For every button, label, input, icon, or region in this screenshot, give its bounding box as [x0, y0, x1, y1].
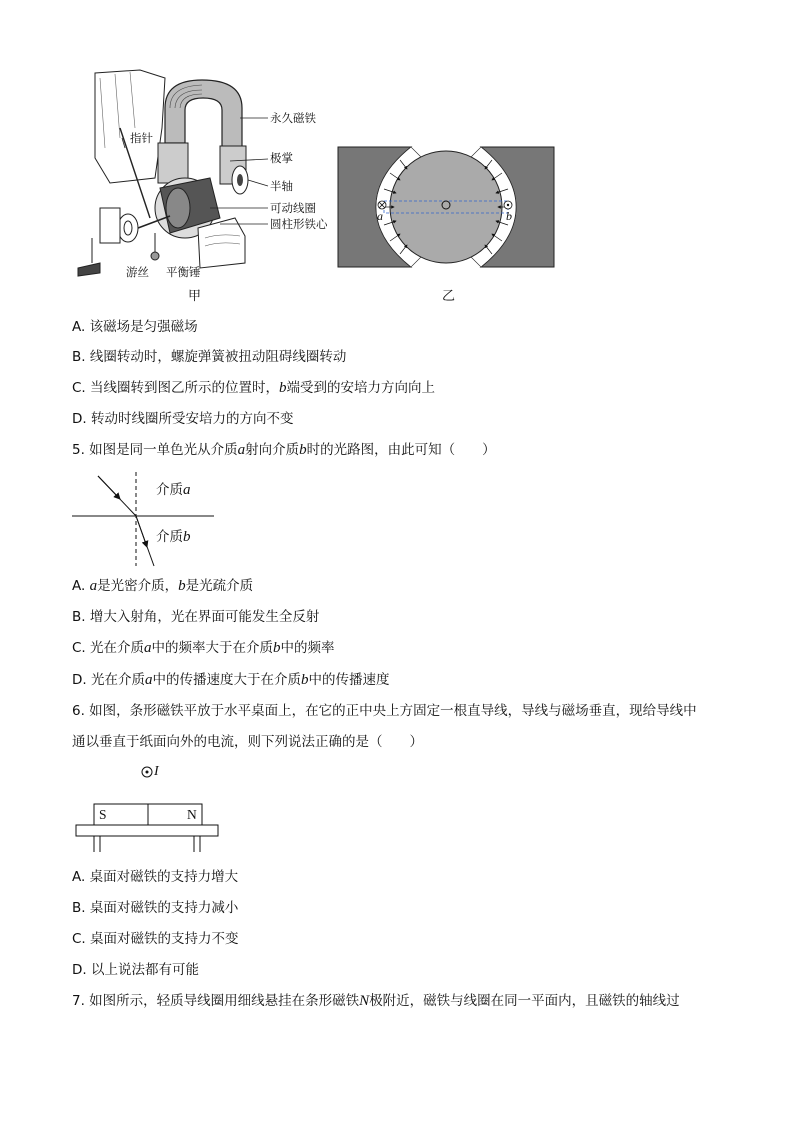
label-pointer: 指针 — [130, 131, 153, 145]
q4-option-a[interactable]: A. 该磁场是匀强磁场 — [72, 319, 198, 335]
label-pole-shoe: 极掌 — [270, 151, 293, 165]
q4-option-d[interactable]: D. 转动时线圈所受安培力的方向不变 — [72, 411, 294, 427]
q6-stem-line2: 通以垂直于纸面向外的电流，则下列说法正确的是（ ） — [72, 734, 423, 750]
label-hairspring: 游丝 — [126, 265, 149, 279]
point-b-label: b — [506, 209, 512, 223]
pole-s-label: S — [99, 807, 107, 822]
q7-stem: 7. 如图所示，轻质导线圈用细线悬挂在条形磁铁N极附近，磁铁与线圈在同一平面内，且磁铁的轴线过 — [72, 993, 680, 1009]
galvanometer-figure — [70, 68, 332, 280]
pole-n-label: N — [187, 807, 197, 822]
medium-b-label: 介质b — [156, 529, 191, 545]
label-movable-coil: 可动线圈 — [270, 201, 316, 215]
label-iron-core: 圆柱形铁心 — [270, 217, 328, 231]
q5-option-c[interactable]: C. 光在介质a中的频率大于在介质b中的频率 — [72, 640, 335, 656]
q6-stem-line1: 6. 如图，条形磁铁平放于水平桌面上，在它的正中央上方固定一根直导线，导线与磁场垂直，现给导线中 — [72, 703, 697, 719]
q4-option-c[interactable]: C. 当线圈转到图乙所示的位置时，b端受到的安培力方向向上 — [72, 380, 436, 396]
q5-stem: 5. 如图是同一单色光从介质a射向介质b时的光路图，由此可知（ ） — [72, 442, 496, 458]
q4-option-b[interactable]: B. 线圈转动时，螺旋弹簧被扭动阻碍线圈转动 — [72, 349, 347, 365]
q6-option-b[interactable]: B. 桌面对磁铁的支持力减小 — [72, 900, 239, 916]
q5-option-a[interactable]: A. a是光密介质，b是光疏介质 — [72, 578, 254, 594]
caption-jia: 甲 — [188, 289, 202, 304]
q6-option-c[interactable]: C. 桌面对磁铁的支持力不变 — [72, 931, 239, 947]
radial-field-figure — [336, 145, 556, 269]
q5-option-d[interactable]: D. 光在介质a中的传播速度大于在介质b中的传播速度 — [72, 672, 390, 688]
bar-magnet-figure — [72, 762, 222, 854]
point-a-label: a — [377, 209, 383, 223]
medium-a-label: 介质a — [156, 482, 191, 498]
label-half-axis: 半轴 — [270, 179, 293, 193]
q5-option-b[interactable]: B. 增大入射角，光在界面可能发生全反射 — [72, 609, 320, 625]
q6-option-a[interactable]: A. 桌面对磁铁的支持力增大 — [72, 869, 239, 885]
label-balance-weight: 平衡锤 — [166, 265, 201, 279]
q6-option-d[interactable]: D. 以上说法都有可能 — [72, 962, 199, 978]
label-permanent-magnet: 永久磁铁 — [270, 111, 316, 125]
refraction-figure — [70, 470, 220, 570]
current-label: I — [154, 764, 159, 779]
caption-yi: 乙 — [442, 289, 456, 304]
